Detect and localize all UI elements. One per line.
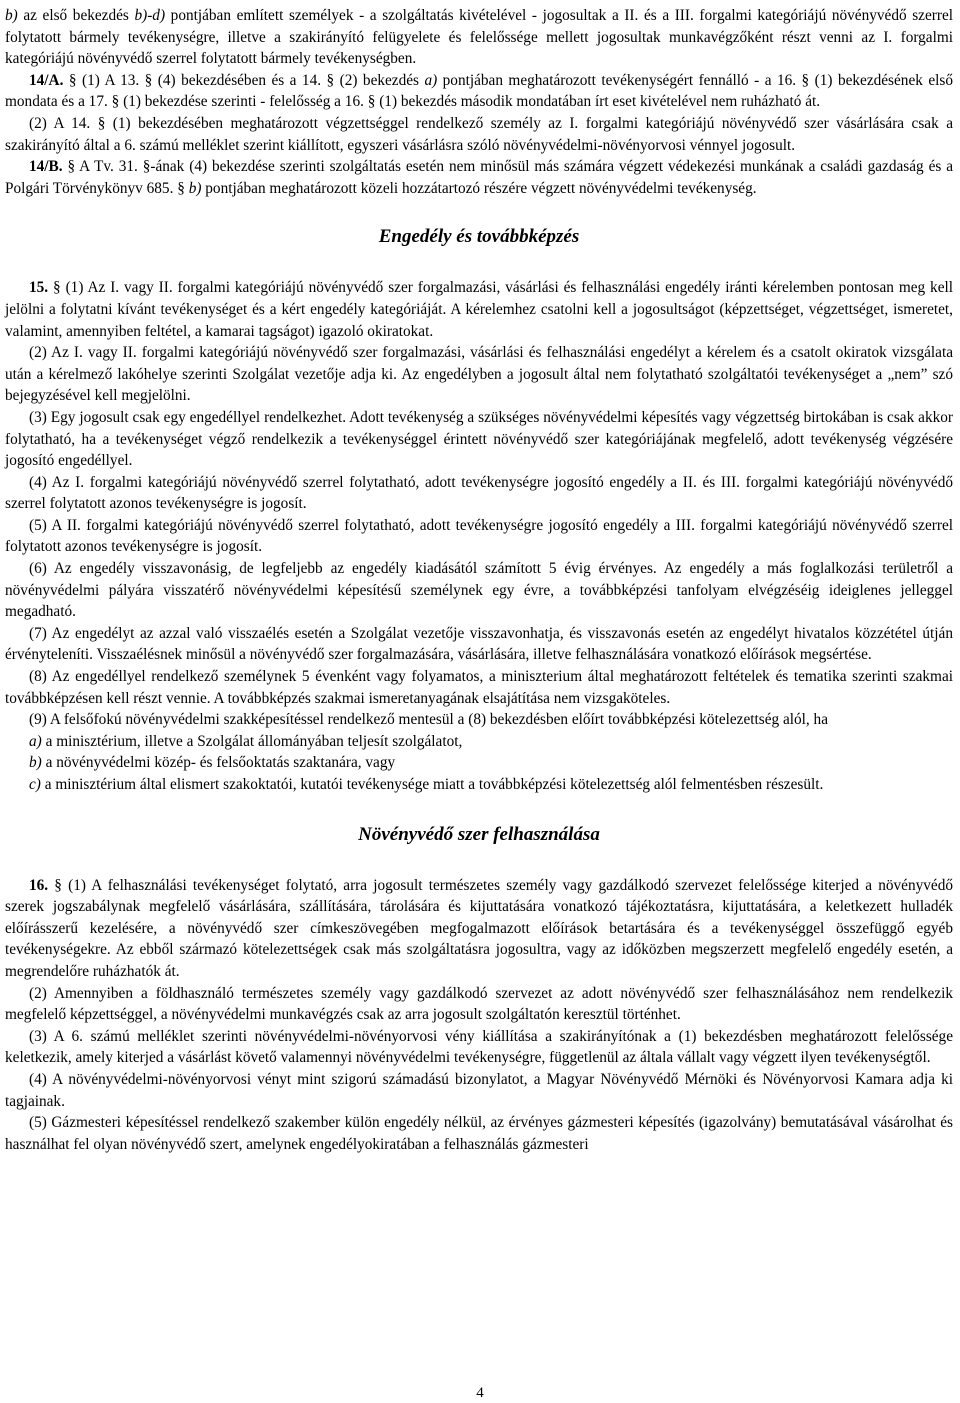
section-number: 16. (29, 876, 49, 894)
paragraph: (8) Az engedéllyel rendelkező személynek 5 évenként vagy folyamatos, a miniszterium által meghatározott feltételek és tematika szerinti szakmai továbbképzésen kell részt vennie. A továbbképzés szakmai ismeretanyagának elsajátítása nem vizsgaköteles. (5, 668, 953, 707)
list-marker: c) (29, 776, 41, 793)
paragraph: (3) A 6. számú melléklet szerinti növényvédelmi-növényorvosi vény kiállítása a szakirányítónak a (1) bekezdésben meghatározott felelőssége keletkezik, amely kiterjed a vásárlást követő valamennyi növényvédelmi tevékenységre, függetlenül az általa vállalt vagy végzett ilyen tevékenységtől. (5, 1027, 953, 1067)
list-item: a) a minisztérium, illetve a Szolgálat állományában teljesít szolgálatot, (29, 732, 463, 750)
section-number: 14/B. (29, 158, 63, 176)
paragraph: (2) Az I. vagy II. forgalmi kategóriájú növényvédő szer forgalmazási, vásárlási és felhasználási engedélyt a kérelem és a csatolt okiratok vizsgálata után a kérelmező lakóhelye szerinti Szolgálat vezetője adja ki. Az engedélyben a jogosult által nem folytatható szolgáltatói tevékenységet a „nem” szó bejegyzésével kell megjelölni. (5, 344, 953, 405)
section-16: 16. § (1) A felhasználási tevékenységet folytató, arra jogosult természetes személy vagy gazdálkodó szervezet felelőssége kiterjed a növényvédő szerek jogszabálynak megfelelő vásárlására, szállítására, tárolására és kijuttatására vonatkozó tájékoztatásra, kijuttatására, a keletkezett hulladék előírásszerű kezelésére, a növényvédő szer címkeszövegében megfogalmazott előírások betartására és a tevékenységgel összefüggő egyéb tevékenységekre. Az ebből származó kötelezettségek csak más szolgáltatásra jogosultra, vagy az időközben megszerzett megfelelő engedély esetén, a megrendelőre ruházhatók át. (5, 876, 953, 980)
section-heading: Engedély és továbbképzés (378, 226, 580, 248)
paragraph: (5) Gázmesteri képesítéssel rendelkező szakember külön engedély nélkül, az érvényes gázmesteri képesítés (igazolvány) bemutatásával vásárolhat és használhat fel olyan növényvédő szert, amelynek engedélyokiratában a felhasználás gázmesteri (5, 1114, 953, 1153)
section-15: 15. § (1) Az I. vagy II. forgalmi kategóriájú növényvédő szer forgalmazási, vásárlási és felhasználási engedély iránti kérelemben pontosan meg kell jelölni a folytatni kívánt tevékenységet és a kért engedély kategóriáját. A kérelemhez csatolni kell a jogosultságot (képzettséget, végzettséget, ismeretet, valamint, amennyiben feltétel, a kamarai tagságot) igazoló okiratokat. (5, 279, 953, 340)
list-marker: b) (5, 7, 18, 24)
document-page (5, 0, 953, 1155)
paragraph: (3) Egy jogosult csak egy engedéllyel rendelkezhet. Adott tevékenység a szükséges növényvédelmi képesítés vagy végzettség birtokában is csak akkor folytatható, ha a tevékenységet végző rendelkezik a tevékenységgel érintett növényvédő szer kategóriájának megfelelő, adott tevékenység végzésére jogosító engedéllyel. (5, 408, 953, 470)
list-marker: a) (29, 732, 42, 750)
section-14a: 14/A. § (1) A 13. § (4) bekezdésében és a 14. § (2) bekezdés a) pontjában meghatározott tevékenységért fennálló - a 16. § (1) bekezdésének első mondata és a 17. § (1) bekezdése szerinti - felelősség a 16. § (1) bekezdés második mondatában írt eset kivételével nem ruházható át. (5, 71, 953, 111)
paragraph: (6) Az engedély visszavonásig, de legfeljebb az engedély kiadásától számított 5 évig érvényes. Az engedély a más foglalkozási területről a növényvédelmi pályára visszatérő növényvédelmi képesítésű személynek egy évre, a továbbképzési tanfolyam elvégzéséig ideiglenes jelleggel megadható. (5, 560, 953, 621)
section-number: 14/A. (29, 71, 64, 89)
section-14b: 14/B. § A Tv. 31. §-ának (4) bekezdése szerinti szolgáltatás esetén nem minősül más számára végzett védekezési munkának a családi gazdaság és a Polgári Törvénykönyv 685. § b) pontjában meghatározott közeli hozzátartozó részére végzett növényvédelmi tevékenység. (5, 158, 953, 197)
paragraph: (5) A II. forgalmi kategóriájú növényvédő szerrel folytatható, adott tevékenységre jogosító engedély a III. forgalmi kategóriájú növényvédő szerrel folytatott azonos tevékenységre is jogosít. (5, 516, 953, 556)
list-item: c) a minisztérium által elismert szakoktatói, kutatói tevékenysége miatt a továbbképzési kötelezettség alól felmentésben részesült. (29, 776, 824, 793)
paragraph: (2) A 14. § (1) bekezdésében meghatározott végzettséggel rendelkező személy az I. forgalmi kategóriájú növényvédő szer vásárlására csak a szakirányító által a 6. számú melléklet szerint kiállított, egyszeri vásárlásra szóló növényvédelmi-növényorvosi vénnyel jogosult. (5, 114, 953, 154)
section-heading: Növényvédő szer felhasználása (358, 823, 600, 845)
paragraph: b) az első bekezdés b)-d) pontjában említett személyek - a szolgáltatás kivételével - jogosultak a II. és a III. forgalmi kategóriájú növényvédő szerrel folytatott bármely tevékenységre, illetve a szakirányító felügyelete és felelőssége mellett jogosultak munkavégzőként részt venni az I. forgalmi kategóriájú növényvédő szerrel folytatott bármely tevékenységben. (5, 7, 953, 68)
paragraph: (4) A növényvédelmi-növényorvosi vényt mint szigorú számadású bizonylatot, a Magyar Növényvédő Mérnöki és Növényorvosi Kamara adja ki tagjainak. (5, 1070, 953, 1110)
paragraph: (2) Amennyiben a földhasználó természetes személy vagy gazdálkodó szervezet az adott növényvédő szer felhasználásához nem rendelkezik megfelelő képzettséggel, a növényvédelmi munkavégzés csak az arra jogosult szolgáltatón keresztül történhet. (5, 984, 953, 1024)
paragraph: (9) A felsőfokú növényvédelmi szakképesítéssel rendelkező mentesül a (8) bekezdésben előírt továbbképzési kötelezettség alól, ha (29, 711, 828, 729)
section-number: 15. (29, 279, 49, 297)
paragraph: (4) Az I. forgalmi kategóriájú növényvédő szerrel folytatható, adott tevékenységre jogosító engedély a II. és III. forgalmi kategóriájú növényvédő szerrel folytatott azonos tevékenységre is jogosít. (5, 473, 953, 513)
paragraph: (7) Az engedélyt az azzal való visszaélés esetén a Szolgálat vezetője visszavonhatja, és visszavonás esetén az engedélyt hivatalos közzététel útján érvényteleníti. Visszaélésnek minősül a növényvédő szer forgalmazására, vásárlására, illetve felhasználására vonatkozó előírások megsértése. (5, 624, 953, 664)
page-number: 4 (476, 1385, 484, 1401)
list-marker: b) (29, 754, 42, 772)
list-item: b) a növényvédelmi közép- és felsőoktatás szaktanára, vagy (29, 754, 396, 772)
